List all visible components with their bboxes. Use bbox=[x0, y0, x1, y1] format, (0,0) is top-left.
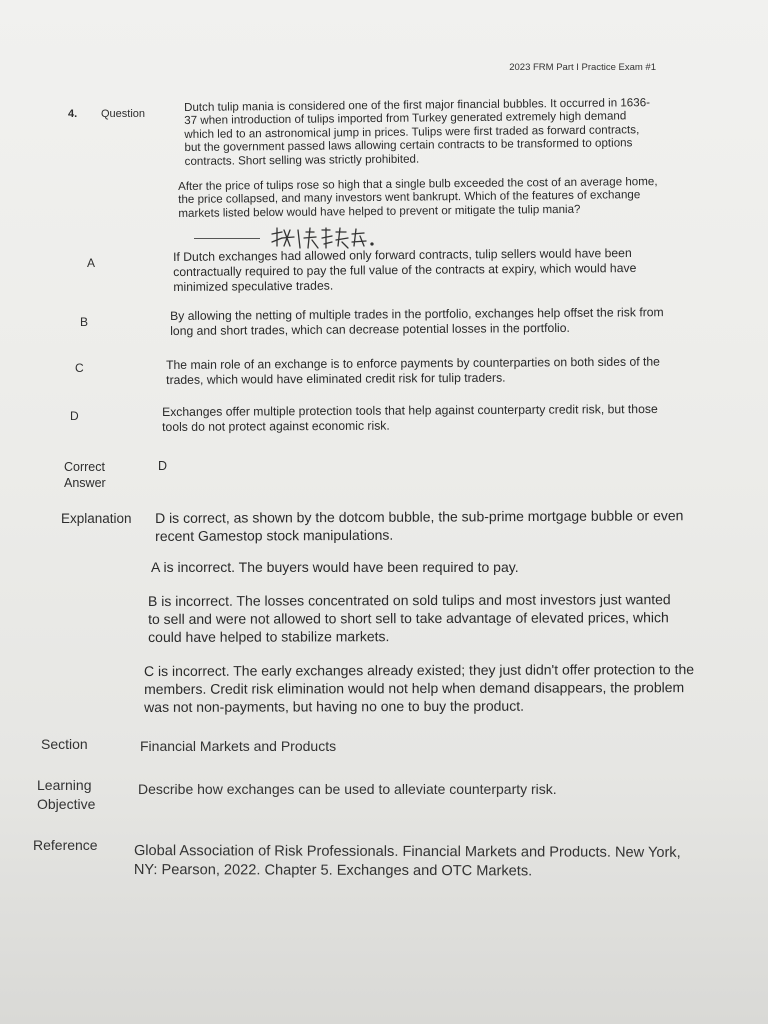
learning-objective-value: Describe how exchanges can be used to alleviate counterparty risk. bbox=[138, 781, 557, 797]
explanation-paragraph-3: B is incorrect. The losses concentrated on sold tulips and most investors just wanted to sell and were not allowed to short sell to take advantage of elevated prices, which could have helped to stabilize markets. bbox=[148, 591, 671, 645]
option-d-letter: D bbox=[70, 409, 79, 423]
correct-answer-value: D bbox=[158, 459, 168, 473]
pen-underline bbox=[194, 238, 260, 239]
question-paragraph-2: After the price of tulips rose so high that a single bulb exceeded the cost of an average home, the price collapsed, and many investors went bankrupt. Which of the features of exchange markets listed below would have helped to prevent or mitigate the tulip mania? bbox=[178, 174, 658, 220]
explanation-paragraph-1: D is correct, as shown by the dotcom bubble, the sub-prime mortgage bubble or even recent Gamestop stock manipulations. bbox=[155, 507, 684, 544]
option-a-text: If Dutch exchanges had allowed only forward contracts, tulip sellers would have been contractually required to pay the full value of the contracts at expiry, which would have minimized speculative trades. bbox=[173, 245, 637, 294]
question-number: 4. bbox=[68, 108, 78, 120]
learning-objective-label: Learning Objective bbox=[37, 777, 96, 812]
option-a-letter: A bbox=[87, 256, 96, 270]
question-paragraph-1: Dutch tulip mania is considered one of the first major financial bubbles. It occurred in 1636-37 when introduction of tulips imported from Turkey generated extremely high demand which led to an astronomical jump in prices. Tulips were first traded as forward contracts, but the government passed laws allowing certain contracts to be transformed to options contracts. Short selling was strictly prohibited. bbox=[184, 96, 651, 168]
correct-answer-label: Correct Answer bbox=[64, 460, 106, 490]
section-value: Financial Markets and Products bbox=[140, 738, 337, 754]
option-b-letter: B bbox=[80, 315, 89, 329]
exam-title: 2023 FRM Part I Practice Exam #1 bbox=[509, 62, 656, 73]
explanation-paragraph-2: A is incorrect. The buyers would have been required to pay. bbox=[151, 559, 519, 575]
explanation-label: Explanation bbox=[61, 511, 132, 526]
explanation-paragraph-4: C is incorrect. The early exchanges already existed; they just didn't offer protection to the members. Credit risk elimination would not help when demand disappears, the problem was not non-payments, but having no one to buy the product. bbox=[144, 661, 695, 715]
reference-label: Reference bbox=[33, 837, 98, 853]
option-c-text: The main role of an exchange is to enforce payments by counterparties on both sides of the trades, which would have eliminated credit risk for tulip traders. bbox=[166, 354, 660, 387]
reference-value: Global Association of Risk Professionals. Financial Markets and Products. New York, NY: Pearson, 2022. Chapter 5. Exchanges and OTC Markets. bbox=[133, 843, 681, 880]
option-d-text: Exchanges offer multiple protection tools that help against counterparty credit risk, but those tools do not protect against economic risk. bbox=[162, 401, 658, 434]
option-c-letter: C bbox=[75, 361, 84, 375]
question-label: Question bbox=[101, 108, 146, 120]
option-b-text: By allowing the netting of multiple trades in the portfolio, exchanges help offset the risk from long and short trades, which can decrease potential losses in the portfolio. bbox=[170, 305, 664, 338]
section-label: Section bbox=[41, 736, 88, 752]
